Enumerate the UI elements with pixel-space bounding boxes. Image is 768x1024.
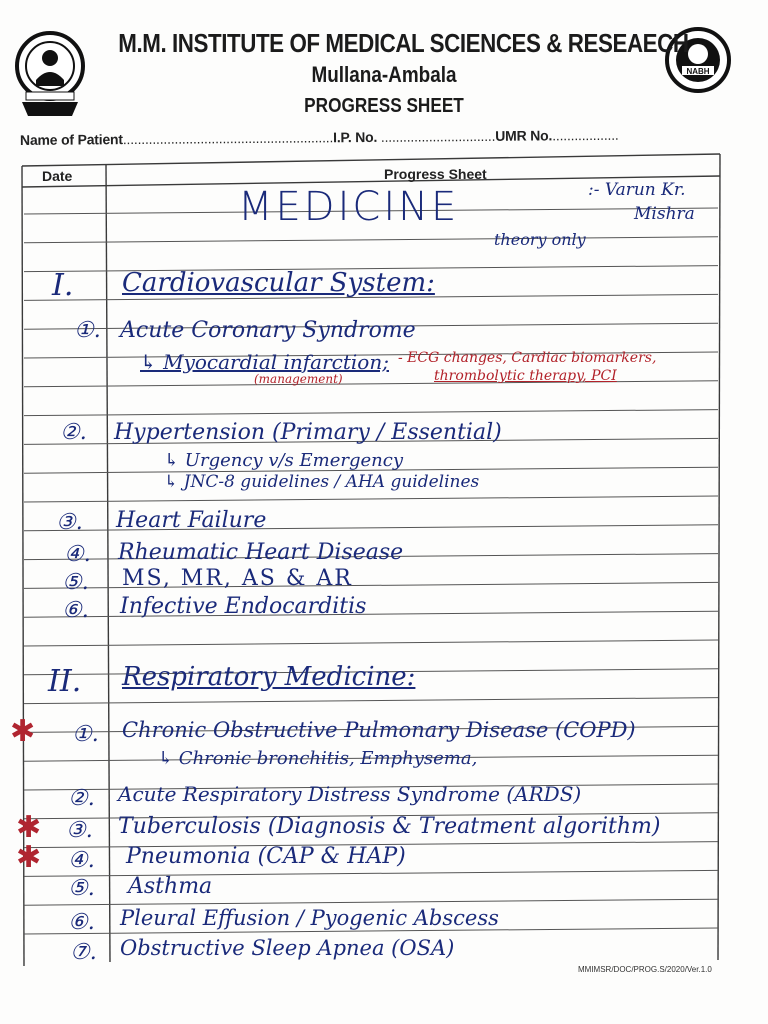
list-item: Hypertension (Primary / Essential) — [114, 420, 502, 445]
subject-heading: MEDICINE — [238, 184, 460, 230]
item-number: ②. — [60, 420, 87, 445]
section-1-number: I. — [52, 268, 74, 303]
author-surname: Mishra — [634, 204, 695, 224]
item-number: ⑤. — [68, 876, 95, 901]
institute-name: M.M. INSTITUTE OF MEDICAL SCIENCES & RESEAECH — [118, 28, 689, 58]
item-number: ④. — [68, 848, 95, 873]
section-2-number: II. — [48, 664, 82, 699]
document-code: MMIMSR/DOC/PROG.S/2020/Ver.1.0 — [578, 965, 712, 974]
patient-name-label: Name of Patient — [19, 131, 123, 148]
list-item: Tuberculosis (Diagnosis & Treatment algorithm) — [118, 814, 661, 839]
list-item: Acute Respiratory Distress Syndrome (ARDS) — [118, 782, 582, 806]
date-column-header: Date — [42, 168, 73, 184]
list-item: Asthma — [128, 874, 213, 899]
sub-item-note-2: thrombolytic therapy, PCI — [434, 368, 617, 384]
list-item: MS, MR, AS & AR — [122, 566, 353, 591]
list-item: Pneumonia (CAP & HAP) — [126, 844, 406, 869]
sub-item-note: - ECG changes, Cardiac biomarkers, — [398, 350, 657, 366]
sub-item: ↳ Urgency v/s Emergency — [164, 450, 403, 471]
item-number: ①. — [72, 722, 99, 747]
section-2-title: Respiratory Medicine: — [122, 662, 416, 692]
institute-location: Mullana-Ambala — [311, 62, 457, 87]
priority-star-icon: ✱ — [10, 714, 36, 749]
item-number: ③. — [66, 818, 93, 843]
item-number: ①. — [74, 318, 101, 343]
ip-number-label: I.P. No. — [333, 128, 378, 146]
item-number: ⑥. — [68, 910, 95, 935]
list-item: Acute Coronary Syndrome — [120, 318, 416, 343]
item-number: ③. — [56, 510, 83, 535]
item-number: ⑦. — [70, 940, 97, 965]
author-name: :- Varun Kr. — [588, 180, 686, 200]
item-number: ⑥. — [62, 598, 89, 623]
sub-item: ↳ Myocardial infarction; — [140, 350, 389, 374]
list-item: Chronic Obstructive Pulmonary Disease (COPD) — [122, 718, 636, 742]
item-number: ②. — [68, 786, 95, 811]
item-number: ④. — [64, 542, 91, 567]
list-item: Rheumatic Heart Disease — [118, 540, 404, 565]
theory-note: theory only — [494, 230, 586, 249]
sub-item: ↳ JNC-8 guidelines / AHA guidelines — [164, 472, 480, 492]
svg-text:NABH: NABH — [686, 67, 710, 76]
sheet-title: PROGRESS SHEET — [304, 95, 464, 117]
progress-column-header: Progress Sheet — [384, 166, 487, 182]
list-item: Infective Endocarditis — [120, 594, 367, 619]
umr-number-label: UMR No. — [495, 127, 553, 144]
sub-item-management: (management) — [254, 372, 343, 386]
priority-star-icon: ✱ — [16, 840, 42, 875]
list-item: Heart Failure — [116, 508, 267, 533]
list-item: Pleural Effusion / Pyogenic Abscess — [120, 906, 499, 930]
section-1-title: Cardiovascular System: — [122, 268, 435, 298]
item-number: ⑤. — [62, 570, 89, 595]
list-item: Obstructive Sleep Apnea (OSA) — [120, 936, 455, 960]
priority-star-icon: ✱ — [16, 810, 42, 845]
sub-item: ↳ Chronic bronchitis, Emphysema, — [158, 748, 478, 769]
patient-fields: Name of Patient.........................................................I.P. No. ...............................UMR No................... — [19, 126, 619, 148]
